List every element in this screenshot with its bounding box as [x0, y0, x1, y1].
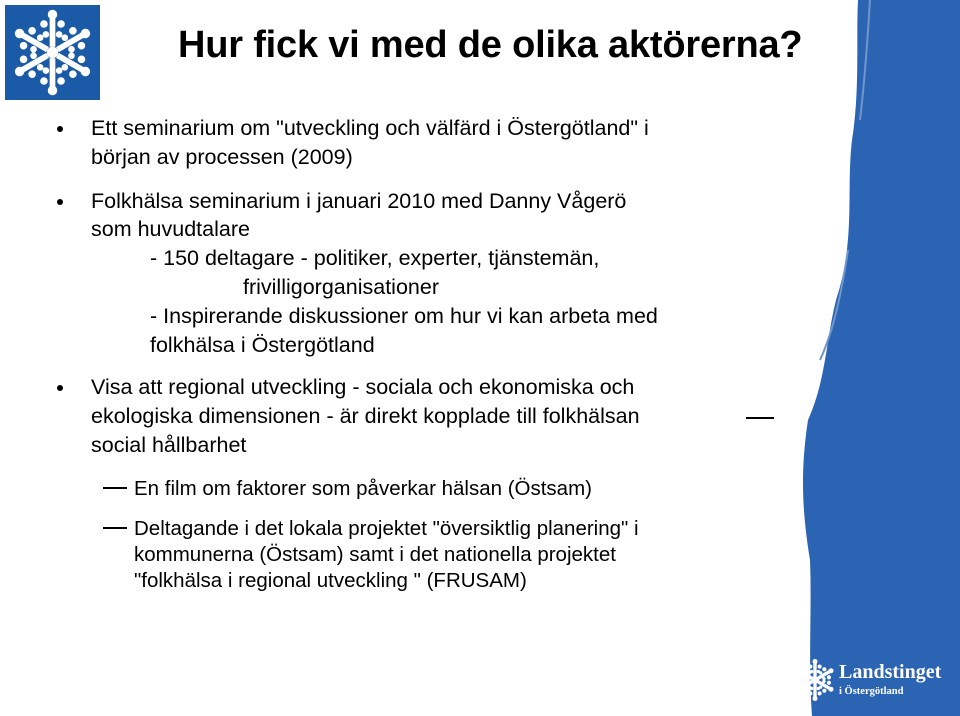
bullet-2-detail-3: - Inspirerande diskussioner om hur vi kan arbeta med: [150, 304, 658, 328]
brand-name: Landstinget: [839, 661, 942, 683]
snowflake-icon: [794, 659, 836, 701]
bullet-1-line-1: Ett seminarium om "utveckling och välfärd i Östergötland" i: [91, 116, 649, 140]
bullet-dot: [57, 385, 63, 391]
subitem-2-line-3: "folkhälsa i regional utveckling " (FRUSAM): [134, 569, 527, 592]
bullet-2-line-1: Folkhälsa seminarium i januari 2010 med Danny Vågerö: [91, 189, 627, 213]
bullet-3-line-1: Visa att regional utveckling - sociala och ekonomiska och: [91, 375, 635, 399]
bullet-2-detail-4: folkhälsa i Östergötland: [150, 333, 375, 357]
bullet-2-detail-2: frivilligorganisationer: [243, 275, 439, 299]
slide-title: Hur fick vi med de olika aktörerna?: [178, 24, 803, 66]
bullet-3-line-2: ekologiska dimensionen - är direkt kopplade till folkhälsan: [91, 404, 640, 428]
subitem-2-line-1: Deltagande i det lokala projektet "översiktlig planering" i: [134, 517, 639, 540]
dash-bullet: [103, 527, 127, 529]
bullet-2-line-2: som huvudtalare: [91, 217, 250, 241]
subitem-2-line-2: kommunerna (Östsam) samt i det nationella projektet: [134, 543, 616, 566]
bullet-dot: [57, 126, 63, 132]
bullet-2-detail-1: - 150 deltagare - politiker, experter, tjänstemän,: [150, 246, 600, 270]
dash-connector: [746, 417, 774, 419]
subitem-1-line-1: En film om faktorer som påverkar hälsan (Östsam): [134, 477, 592, 500]
dash-bullet: [103, 487, 127, 489]
bullet-dot: [57, 199, 63, 205]
brand-subname: i Östergötland: [839, 686, 904, 697]
bullet-1-line-2: början av processen (2009): [91, 145, 353, 169]
landstinget-logo: [792, 655, 952, 707]
bullet-3-line-3: social hållbarhet: [91, 433, 247, 457]
